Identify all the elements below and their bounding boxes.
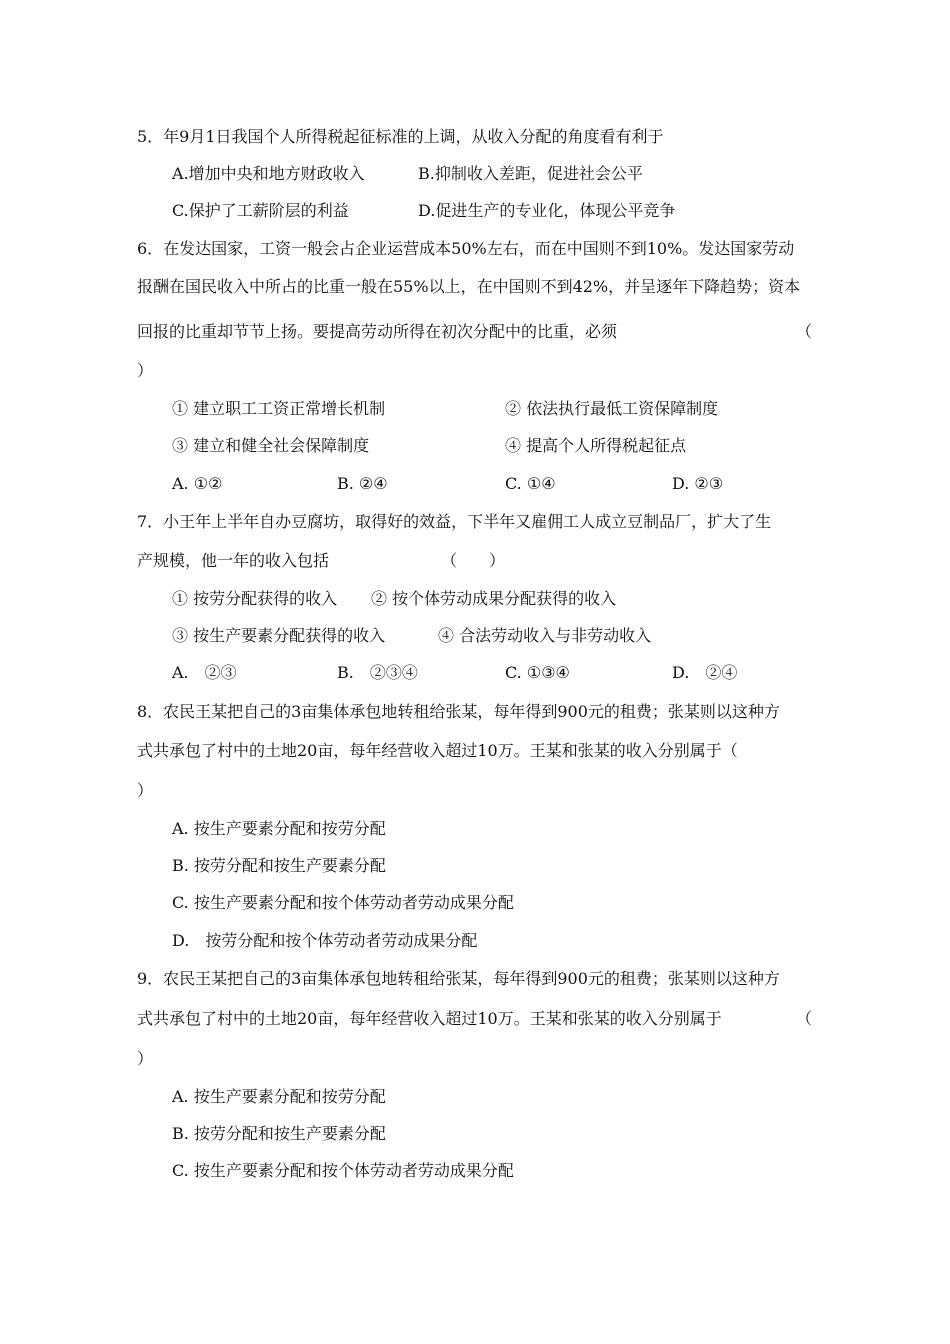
q5-option-a: A.增加中央和地方财政收入 <box>172 164 365 183</box>
q6-option-d: D. ②③ <box>672 474 724 493</box>
q9-answer-paren-close: ） <box>137 1049 154 1068</box>
q9-option-c: C. 按生产要素分配和按个体劳动者劳动成果分配 <box>172 1161 514 1180</box>
q6-option-a: A. ①② <box>172 474 223 493</box>
q9-stem-line-1: 9．农民王某把自己的3亩集体承包地转租给张某，每年得到900元的租费；张某则以这种方 <box>137 969 780 988</box>
q7-item-1: ① 按劳分配获得的收入 <box>172 589 338 608</box>
q8-option-c: C. 按生产要素分配和按个体劳动者劳动成果分配 <box>172 893 514 912</box>
q7-stem-line-1: 7．小王年上半年自办豆腐坊，取得好的效益，下半年又雇佣工人成立豆制品厂，扩大了生 <box>137 512 772 531</box>
q5-option-b: B.抑制收入差距，促进社会公平 <box>418 164 643 183</box>
q8-option-a: A. 按生产要素分配和按劳分配 <box>172 819 386 838</box>
q6-stem-line-2: 报酬在国民收入中所占的比重一般在55%以上，在中国则不到42%，并呈逐年下降趋势；资本 <box>137 277 801 296</box>
q7-option-c: C. ①③④ <box>505 663 570 682</box>
q8-stem-line-2: 式共承包了村中的土地20亩，每年经营收入超过10万。王某和张某的收入分别属于（ <box>137 741 738 760</box>
q5-option-d: D.促进生产的专业化，体现公平竞争 <box>418 201 676 220</box>
q8-stem-line-1: 8．农民王某把自己的3亩集体承包地转租给张某，每年得到900元的租费；张某则以这种方 <box>137 702 780 721</box>
q6-item-4: ④ 提高个人所得税起征点 <box>505 436 687 455</box>
q6-answer-paren-close: ） <box>137 361 154 380</box>
q8-answer-paren-close: ） <box>137 781 154 800</box>
q8-option-b: B. 按劳分配和按生产要素分配 <box>172 856 386 875</box>
q6-stem-line-1: 6．在发达国家，工资一般会占企业运营成本50%左右，而在中国则不到10%。发达国家劳动 <box>137 239 795 258</box>
q7-item-3: ③ 按生产要素分配获得的收入 <box>172 626 386 645</box>
q9-stem-line-2: 式共承包了村中的土地20亩，每年经营收入超过10万。王某和张某的收入分别属于 <box>137 1009 722 1028</box>
q7-item-4: ④ 合法劳动收入与非劳动收入 <box>438 626 652 645</box>
q6-stem-line-3: 回报的比重却节节上扬。要提高劳动所得在初次分配中的比重，必须 <box>137 322 618 341</box>
q7-option-b: B. ②③④ <box>337 663 418 682</box>
q6-option-b: B. ②④ <box>337 474 388 493</box>
q7-answer-paren: （ ） <box>441 551 506 570</box>
q9-option-b: B. 按劳分配和按生产要素分配 <box>172 1124 386 1143</box>
q7-option-d: D. ②④ <box>672 663 738 682</box>
q5-option-c: C.保护了工薪阶层的利益 <box>172 201 349 220</box>
q7-option-a: A. ②③ <box>172 663 237 682</box>
q6-option-c: C. ①④ <box>505 474 556 493</box>
q9-answer-paren-open: （ <box>796 1009 813 1028</box>
q7-stem-line-2: 产规模，他一年的收入包括 <box>137 551 330 570</box>
q7-item-2: ② 按个体劳动成果分配获得的收入 <box>371 589 617 608</box>
q5-stem: 5．年9月1日我国个人所得税起征标准的上调，从收入分配的角度看有利于 <box>137 127 664 146</box>
q8-option-d: D. 按劳分配和按个体劳动者劳动成果分配 <box>172 931 478 950</box>
q9-option-a: A. 按生产要素分配和按劳分配 <box>172 1087 386 1106</box>
q6-item-3: ③ 建立和健全社会保障制度 <box>172 436 370 455</box>
q6-item-2: ② 依法执行最低工资保障制度 <box>505 399 719 418</box>
q6-answer-paren-open: （ <box>796 322 813 341</box>
q6-item-1: ① 建立职工工资正常增长机制 <box>172 399 386 418</box>
